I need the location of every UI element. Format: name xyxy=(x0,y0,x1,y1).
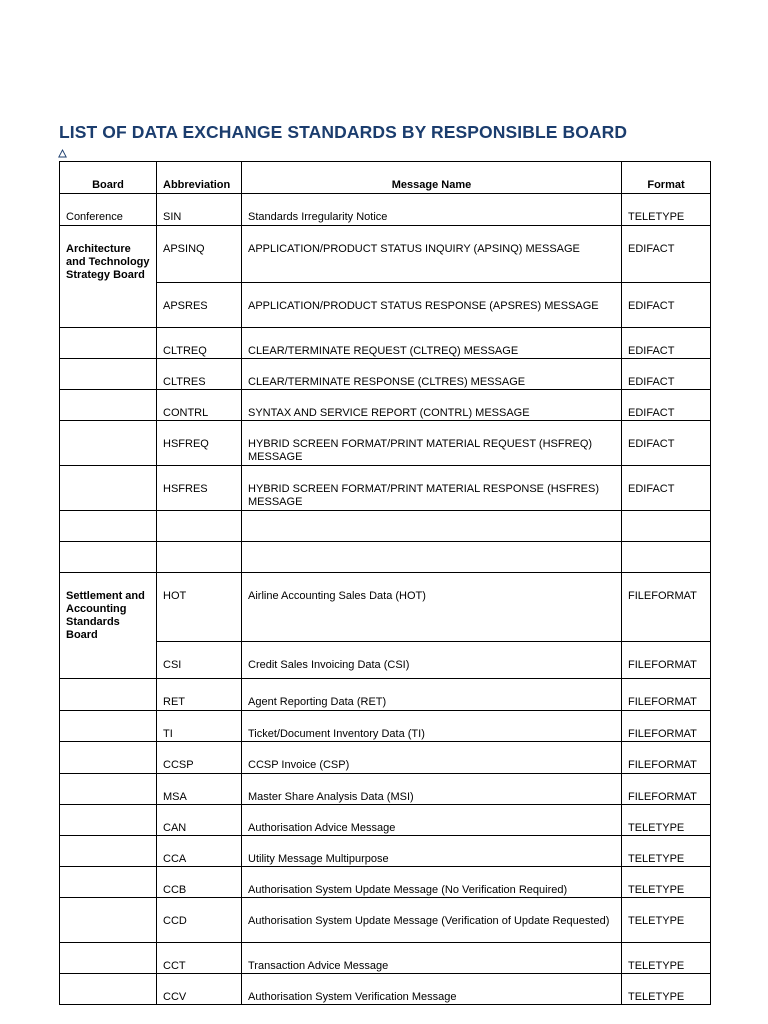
table-row xyxy=(60,420,711,465)
table-row xyxy=(60,974,711,1005)
table-row xyxy=(60,465,711,510)
cell-format: EDIFACT xyxy=(622,389,711,420)
table-header-row xyxy=(60,162,711,194)
cell-abbreviation: CONTRL xyxy=(157,389,242,420)
cell-format xyxy=(622,510,711,541)
cell-abbreviation: SIN xyxy=(157,194,242,226)
table-row xyxy=(60,510,711,541)
table-row xyxy=(60,836,711,867)
cell-abbreviation: CCV xyxy=(157,974,242,1005)
cell-abbreviation: MSA xyxy=(157,774,242,805)
cell-message-name: Authorisation System Update Message (Verification of Update Requested) xyxy=(242,898,622,943)
column-header-message-name: Message Name xyxy=(242,162,622,194)
cell-abbreviation: CLTRES xyxy=(157,358,242,389)
cell-format: FILEFORMAT xyxy=(622,572,711,642)
cell-format: TELETYPE xyxy=(622,805,711,836)
cell-message-name: CLEAR/TERMINATE RESPONSE (CLTRES) MESSAGE xyxy=(242,358,622,389)
cell-format: FILEFORMAT xyxy=(622,742,711,774)
cell-abbreviation: CCA xyxy=(157,836,242,867)
table-row xyxy=(60,774,711,805)
cell-format: FILEFORMAT xyxy=(622,642,711,679)
cell-message-name: CLEAR/TERMINATE REQUEST (CLTREQ) MESSAGE xyxy=(242,327,622,358)
table-row xyxy=(60,194,711,226)
cell-message-name: APPLICATION/PRODUCT STATUS RESPONSE (APSRES) MESSAGE xyxy=(242,282,622,327)
cell-board: Conference xyxy=(60,194,157,226)
cell-abbreviation: TI xyxy=(157,711,242,742)
table-row xyxy=(60,327,711,358)
cell-board xyxy=(60,465,157,510)
cell-board xyxy=(60,974,157,1005)
column-header-format: Format xyxy=(622,162,711,194)
table-row xyxy=(60,282,711,327)
cell-abbreviation: RET xyxy=(157,679,242,711)
standards-table xyxy=(59,161,711,1005)
cell-abbreviation xyxy=(157,510,242,541)
table-row xyxy=(60,867,711,898)
cell-abbreviation xyxy=(157,541,242,572)
cell-format: EDIFACT xyxy=(622,465,711,510)
cell-message-name: Master Share Analysis Data (MSI) xyxy=(242,774,622,805)
cell-message-name: Authorisation System Update Message (No Verification Required) xyxy=(242,867,622,898)
cell-board xyxy=(60,943,157,974)
cell-format: FILEFORMAT xyxy=(622,774,711,805)
cell-format: TELETYPE xyxy=(622,836,711,867)
cell-message-name: CCSP Invoice (CSP) xyxy=(242,742,622,774)
cell-message-name: Authorisation Advice Message xyxy=(242,805,622,836)
table-row xyxy=(60,226,711,283)
cell-board xyxy=(60,327,157,358)
table-row xyxy=(60,898,711,943)
table-row xyxy=(60,358,711,389)
cell-message-name: Ticket/Document Inventory Data (TI) xyxy=(242,711,622,742)
cell-abbreviation: CAN xyxy=(157,805,242,836)
cell-board xyxy=(60,867,157,898)
cell-board xyxy=(60,420,157,465)
cell-abbreviation: HOT xyxy=(157,572,242,642)
cell-message-name: Airline Accounting Sales Data (HOT) xyxy=(242,572,622,642)
cell-board xyxy=(60,679,157,711)
cell-message-name: Agent Reporting Data (RET) xyxy=(242,679,622,711)
column-header-board: Board xyxy=(60,162,157,194)
cell-board xyxy=(60,805,157,836)
cell-message-name: Utility Message Multipurpose xyxy=(242,836,622,867)
cell-format: TELETYPE xyxy=(622,943,711,974)
cell-message-name xyxy=(242,541,622,572)
table-row xyxy=(60,572,711,642)
cell-message-name: Standards Irregularity Notice xyxy=(242,194,622,226)
cell-board xyxy=(60,389,157,420)
cell-board xyxy=(60,774,157,805)
table-row xyxy=(60,943,711,974)
cell-board xyxy=(60,898,157,943)
table-row xyxy=(60,679,711,711)
cell-format: TELETYPE xyxy=(622,194,711,226)
cell-abbreviation: CLTREQ xyxy=(157,327,242,358)
cell-format: FILEFORMAT xyxy=(622,711,711,742)
table-row xyxy=(60,742,711,774)
cell-board: Settlement and Accounting Standards Board xyxy=(60,572,157,642)
cell-board xyxy=(60,836,157,867)
cell-abbreviation: CCSP xyxy=(157,742,242,774)
table-row xyxy=(60,642,711,679)
cell-message-name: HYBRID SCREEN FORMAT/PRINT MATERIAL RESPONSE (HSFRES) MESSAGE xyxy=(242,465,622,510)
cell-message-name: APPLICATION/PRODUCT STATUS INQUIRY (APSINQ) MESSAGE xyxy=(242,226,622,283)
page-title: LIST OF DATA EXCHANGE STANDARDS BY RESPONSIBLE BOARD xyxy=(59,122,628,142)
cell-board xyxy=(60,510,157,541)
cell-format: TELETYPE xyxy=(622,867,711,898)
cell-message-name: Authorisation System Verification Message xyxy=(242,974,622,1005)
cell-format: EDIFACT xyxy=(622,327,711,358)
table-body xyxy=(60,194,711,1005)
cell-abbreviation: CSI xyxy=(157,642,242,679)
cell-abbreviation: APSRES xyxy=(157,282,242,327)
cell-message-name xyxy=(242,510,622,541)
cell-format: EDIFACT xyxy=(622,420,711,465)
cell-format xyxy=(622,541,711,572)
column-header-abbreviation: Abbreviation xyxy=(157,162,242,194)
cell-message-name: HYBRID SCREEN FORMAT/PRINT MATERIAL REQUEST (HSFREQ) MESSAGE xyxy=(242,420,622,465)
cell-format: FILEFORMAT xyxy=(622,679,711,711)
cell-board xyxy=(60,541,157,572)
table-row xyxy=(60,711,711,742)
cell-format: TELETYPE xyxy=(622,974,711,1005)
cell-abbreviation: CCD xyxy=(157,898,242,943)
cell-abbreviation: CCT xyxy=(157,943,242,974)
cell-board xyxy=(60,742,157,774)
triangle-outline-icon[interactable] xyxy=(58,149,67,158)
cell-format: TELETYPE xyxy=(622,898,711,943)
cell-message-name: SYNTAX AND SERVICE REPORT (CONTRL) MESSAGE xyxy=(242,389,622,420)
table-row xyxy=(60,389,711,420)
cell-format: EDIFACT xyxy=(622,282,711,327)
table-row xyxy=(60,541,711,572)
cell-abbreviation: HSFREQ xyxy=(157,420,242,465)
cell-board xyxy=(60,358,157,389)
cell-format: EDIFACT xyxy=(622,226,711,283)
cell-format: EDIFACT xyxy=(622,358,711,389)
cell-board: Architecture and Technology Strategy Board xyxy=(60,226,157,283)
cell-abbreviation: CCB xyxy=(157,867,242,898)
cell-board xyxy=(60,711,157,742)
cell-abbreviation: APSINQ xyxy=(157,226,242,283)
cell-board xyxy=(60,282,157,327)
cell-board xyxy=(60,642,157,679)
cell-message-name: Credit Sales Invoicing Data (CSI) xyxy=(242,642,622,679)
cell-abbreviation: HSFRES xyxy=(157,465,242,510)
cell-message-name: Transaction Advice Message xyxy=(242,943,622,974)
table-row xyxy=(60,805,711,836)
